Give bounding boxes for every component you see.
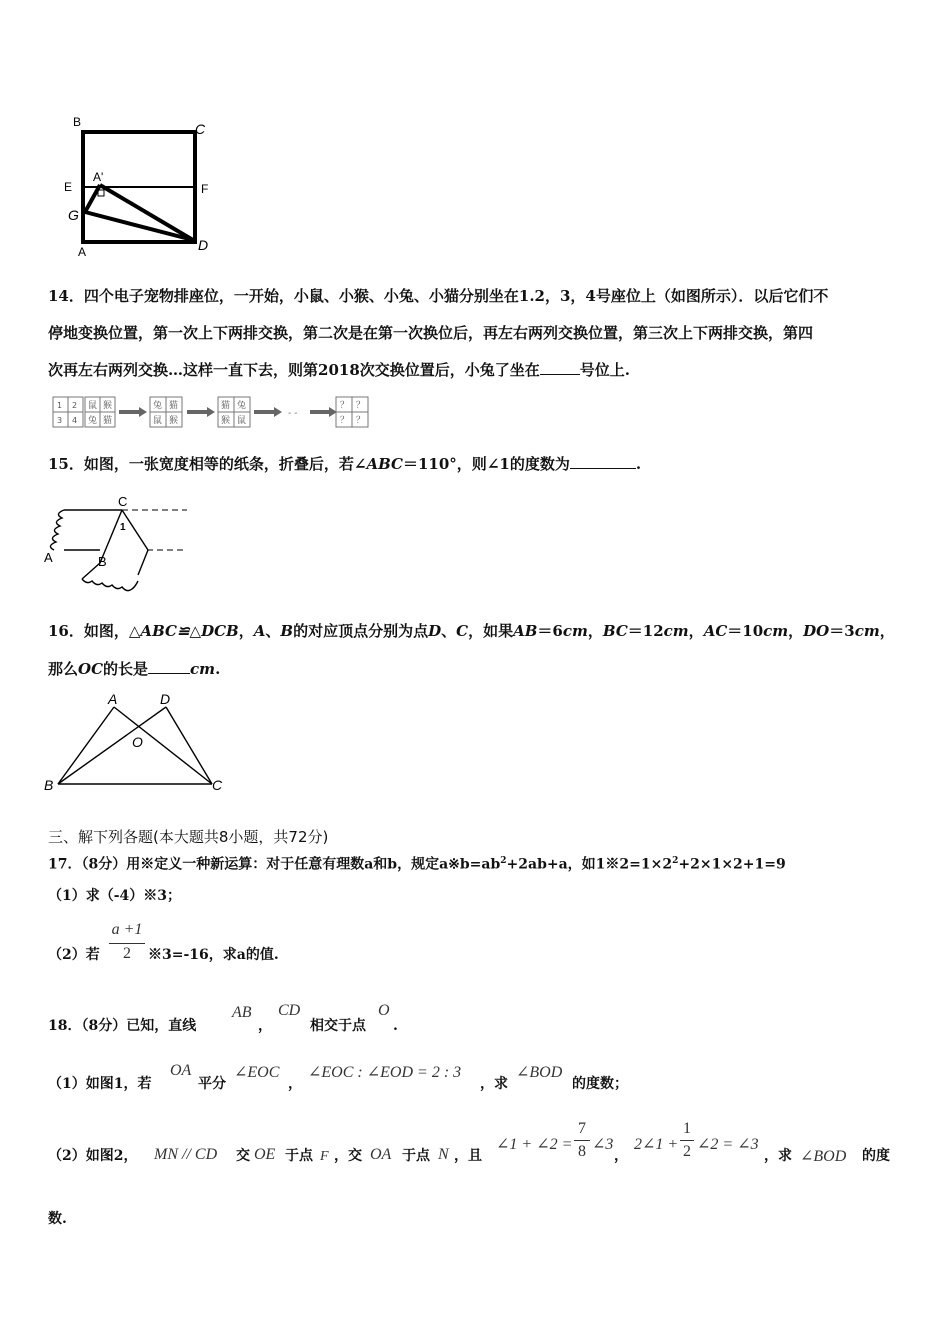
line-GA1 bbox=[85, 185, 100, 212]
label-E: E bbox=[64, 180, 73, 194]
q16-line2 bbox=[48, 658, 220, 680]
q16-l1i: 、 bbox=[441, 622, 457, 640]
line-GD bbox=[85, 212, 193, 240]
seat-box-step2 bbox=[218, 397, 250, 427]
seat-box-step1 bbox=[150, 397, 182, 427]
q18-p2-eq1a: ∠1 + ∠2 = bbox=[496, 1136, 573, 1153]
label-D: D bbox=[160, 691, 171, 707]
q15-eq: ＝110°，则 bbox=[403, 455, 487, 473]
q16-l1y: ＝3 bbox=[829, 622, 855, 640]
figure-square-fold bbox=[60, 112, 220, 262]
q17-text-post: +2×1×2+1=9 bbox=[678, 856, 786, 873]
q17-line bbox=[48, 850, 786, 876]
q16-l1o: ， bbox=[587, 622, 603, 640]
q16-l1l: AB bbox=[513, 622, 538, 640]
q16-l1f: B bbox=[280, 622, 294, 640]
q18-frac-bar1 bbox=[574, 1140, 590, 1141]
label-C: C bbox=[212, 777, 223, 793]
q18-p1-a: （1）如图1，若 bbox=[48, 1076, 152, 1092]
q16-l1t: AC bbox=[703, 622, 728, 640]
arrow-1 bbox=[119, 407, 147, 417]
ellipsis-dashes: - - bbox=[288, 408, 298, 419]
q16-l1q: ＝12 bbox=[627, 622, 664, 640]
step2-cell-1: 猫 bbox=[221, 401, 231, 411]
q16-l1c: ， bbox=[238, 622, 254, 640]
q18-p2-eq1b: ∠3 bbox=[592, 1136, 614, 1153]
step1-cell-3: 鼠 bbox=[153, 416, 163, 426]
label-C: C bbox=[118, 494, 128, 509]
label-O: O bbox=[132, 734, 143, 750]
label-B: B bbox=[73, 115, 82, 129]
q16-l1v: cm bbox=[763, 622, 789, 640]
unknown-cell-4: ？ bbox=[356, 416, 366, 426]
q15-angle-abc: ∠ABC bbox=[353, 455, 403, 473]
seat-box-unknown bbox=[336, 397, 368, 427]
q16-congruence: △ABC≌△DCB bbox=[128, 622, 239, 640]
q15-text-pre: 如图，一张宽度相等的纸条，折叠后，若 bbox=[83, 455, 354, 473]
q18-text-a: （8分）已知，直线 bbox=[81, 1018, 197, 1034]
q16-line1 bbox=[48, 620, 895, 642]
q18-p2-a: （2）如图2， bbox=[48, 1148, 138, 1164]
q17-text-mid: +2ab+a，如1※2=1×2 bbox=[506, 856, 673, 873]
q18-comma1: ， bbox=[258, 1018, 272, 1034]
q16-l1k: ，如果 bbox=[468, 622, 514, 640]
q18-p1-EOC: ∠EOC bbox=[234, 1064, 280, 1081]
step1-cell-1: 兔 bbox=[153, 401, 163, 411]
q16-l1s: ， bbox=[688, 622, 704, 640]
q16-l1w: ， bbox=[788, 622, 804, 640]
label-A: A bbox=[108, 691, 118, 707]
q18-p2-g: ，求 bbox=[764, 1148, 792, 1164]
seat-2-monkey: 猴 bbox=[103, 401, 113, 411]
q16-l2c: 的长是 bbox=[103, 660, 149, 678]
q16-l1e: 、 bbox=[265, 622, 281, 640]
q18-CD: CD bbox=[278, 1002, 301, 1019]
label-B: B bbox=[44, 777, 54, 793]
q17-sup2: 2 bbox=[672, 856, 679, 866]
seat-num-3: 3 bbox=[57, 416, 63, 425]
unknown-cell-1: ？ bbox=[340, 401, 350, 411]
unknown-cell-3: ？ bbox=[340, 416, 350, 426]
arrow-4 bbox=[310, 407, 337, 417]
step2-cell-4: 鼠 bbox=[237, 416, 247, 426]
q16-l2b: OC bbox=[78, 660, 104, 678]
q18-p1-OA: OA bbox=[170, 1062, 192, 1079]
figure-folded-strip bbox=[42, 493, 192, 595]
label-1: 1 bbox=[120, 522, 126, 533]
q15-text-post: 的度数为 bbox=[509, 455, 570, 473]
q18-p1-comma: ， bbox=[288, 1076, 302, 1092]
q18-dot: . bbox=[393, 1018, 398, 1034]
seat-box-numbers bbox=[53, 397, 83, 427]
q18-O: O bbox=[378, 1002, 390, 1019]
label-B: B bbox=[98, 554, 107, 569]
label-A: A bbox=[78, 245, 87, 259]
q18-frac-2: 2 bbox=[683, 1143, 691, 1160]
q14-seat-diagram bbox=[52, 395, 372, 433]
q18-p1-c: ，求 bbox=[480, 1076, 508, 1092]
q18-p2-comma: ， bbox=[614, 1148, 628, 1164]
q18-p2-d: ，交 bbox=[334, 1148, 362, 1164]
figure-congruent-triangles bbox=[42, 690, 232, 794]
q16-l2e: . bbox=[215, 660, 221, 678]
section3-title: 三、解下列各题(本大题共8小题，共72分) bbox=[48, 828, 329, 846]
q16-l1a: 如图， bbox=[83, 622, 129, 640]
q18-frac-1: 1 bbox=[683, 1120, 691, 1137]
q16-l1x: DO bbox=[803, 622, 830, 640]
q18-p2-e: 于点 bbox=[402, 1148, 430, 1164]
seat-box-initial bbox=[85, 397, 115, 427]
step1-cell-4: 猴 bbox=[169, 416, 179, 426]
q14-text1: 四个电子宠物排座位，一开始，小鼠、小猴、小兔、小猫分别坐在1.2，3，4号座位上（如图所示）．以后它们不 bbox=[83, 287, 829, 305]
q18-line bbox=[48, 1015, 196, 1037]
q18-AB: AB bbox=[232, 1004, 252, 1021]
label-A1: A' bbox=[93, 170, 104, 184]
q18-p2-BOD: ∠BOD bbox=[800, 1148, 847, 1165]
q18-p2-frac12 bbox=[680, 1120, 694, 1161]
q18-p2-F: F bbox=[320, 1149, 329, 1164]
q18-p1-b: 平分 bbox=[198, 1076, 226, 1092]
label-A: A bbox=[44, 550, 53, 565]
q18-frac-7: 7 bbox=[578, 1120, 586, 1137]
step2-cell-3: 猴 bbox=[221, 416, 231, 426]
q17-text-pre: （8分）用※定义一种新运算：对于任意有理数a和b，规定a※b=ab bbox=[81, 856, 501, 873]
label-D: D bbox=[198, 237, 209, 253]
q14-text2: 停地变换位置，第一次上下两排交换，第二次是在第一次换位后，再左右两列交换位置，第三次上下两排交换，第四 bbox=[48, 324, 814, 342]
q16-l1n: cm bbox=[562, 622, 588, 640]
q16-l1j: C bbox=[456, 622, 469, 640]
q15-answer-blank[interactable] bbox=[570, 454, 636, 469]
line-A1D bbox=[100, 185, 193, 240]
q18-p2-b: 交 bbox=[236, 1148, 250, 1164]
q18-p2-c: 于点 bbox=[285, 1148, 313, 1164]
label-G: G bbox=[68, 207, 79, 223]
q14-line3 bbox=[48, 359, 630, 381]
q15-line bbox=[48, 453, 641, 475]
step2-cell-2: 兔 bbox=[237, 401, 247, 411]
q18-p2-OE: OE bbox=[254, 1146, 276, 1163]
q17-frac-den: 2 bbox=[123, 945, 131, 962]
q15-angle1: ∠1 bbox=[486, 455, 510, 473]
q18-p2-end: 数. bbox=[48, 1211, 67, 1227]
q17-part1: （1）求（-4）※3； bbox=[48, 888, 182, 904]
q18-p2-MN: MN // CD bbox=[154, 1146, 218, 1163]
q17-number: 17． bbox=[48, 856, 82, 873]
seat-num-2: 2 bbox=[72, 401, 78, 410]
step1-cell-2: 猫 bbox=[169, 401, 179, 411]
q17-sup1: 2 bbox=[500, 856, 507, 866]
q18-p2-eq2a: 2∠1 + bbox=[634, 1136, 679, 1153]
q18-p2-f: ，且 bbox=[454, 1148, 482, 1164]
q17-p2-pre: （2）若 bbox=[48, 947, 100, 963]
q18-p1-d: 的度数； bbox=[572, 1076, 628, 1092]
q18-p2-OA: OA bbox=[370, 1146, 392, 1163]
seat-num-4: 4 bbox=[72, 416, 78, 425]
arrow-2 bbox=[187, 407, 215, 417]
q15-end: . bbox=[635, 455, 642, 473]
q17-frac-num: a +1 bbox=[111, 921, 143, 938]
q16-number: 16． bbox=[48, 622, 84, 640]
q18-p2-frac78 bbox=[574, 1120, 590, 1161]
q16-l1h: D bbox=[428, 622, 442, 640]
q16-answer-blank[interactable] bbox=[148, 659, 190, 674]
q18-p2-eq2b: ∠2 = ∠3 bbox=[697, 1136, 759, 1153]
q16-l1m: ＝6 bbox=[537, 622, 563, 640]
q17-part2 bbox=[48, 944, 100, 966]
q16-l2a: 那么 bbox=[48, 660, 79, 678]
unknown-cell-2: ？ bbox=[356, 401, 366, 411]
q18-number: 18． bbox=[48, 1018, 82, 1034]
q15-number: 15． bbox=[48, 455, 84, 473]
q14-line2 bbox=[48, 322, 813, 344]
q16-l1g: 的对应顶点分别为点 bbox=[293, 622, 429, 640]
q18-frac-8: 8 bbox=[578, 1143, 586, 1160]
q16-l2d: cm bbox=[190, 660, 216, 678]
q16-l1z: cm bbox=[854, 622, 880, 640]
q18-text-b: 相交于点 bbox=[310, 1018, 366, 1034]
q16-l1d: A bbox=[253, 622, 266, 640]
label-F: F bbox=[201, 182, 209, 196]
q18-p1-ratio: ∠EOC : ∠EOD = 2 : 3 bbox=[308, 1064, 462, 1081]
q16-l1u: ＝10 bbox=[727, 622, 764, 640]
q14-answer-blank[interactable] bbox=[540, 360, 580, 375]
q16-l1end: ， bbox=[879, 622, 895, 640]
q14-number: 14． bbox=[48, 287, 84, 305]
seat-4-cat: 猫 bbox=[103, 416, 113, 426]
q18-p1-BOD: ∠BOD bbox=[516, 1064, 563, 1081]
q18-p2-h: 的度 bbox=[862, 1148, 890, 1164]
q17-part2-post: ※3=-16，求a的值. bbox=[148, 947, 279, 963]
q18-frac-bar2 bbox=[680, 1140, 694, 1141]
seat-3-rabbit: 兔 bbox=[88, 416, 98, 426]
q16-l1r: cm bbox=[663, 622, 689, 640]
q14-text3-post: 号位上. bbox=[579, 361, 630, 379]
label-C: C bbox=[195, 121, 206, 137]
seat-1-mouse: 鼠 bbox=[88, 401, 98, 411]
arrow-3 bbox=[254, 407, 282, 417]
q18-p2-N: N bbox=[438, 1146, 449, 1163]
q14-line1 bbox=[48, 285, 828, 307]
q14-text3-pre: 次再左右两列交换…这样一直下去，则第2018次交换位置后，小兔了坐在 bbox=[48, 361, 540, 379]
q17-fraction bbox=[107, 920, 147, 964]
seat-num-1: 1 bbox=[57, 401, 63, 410]
q16-l1p: BC bbox=[602, 622, 628, 640]
